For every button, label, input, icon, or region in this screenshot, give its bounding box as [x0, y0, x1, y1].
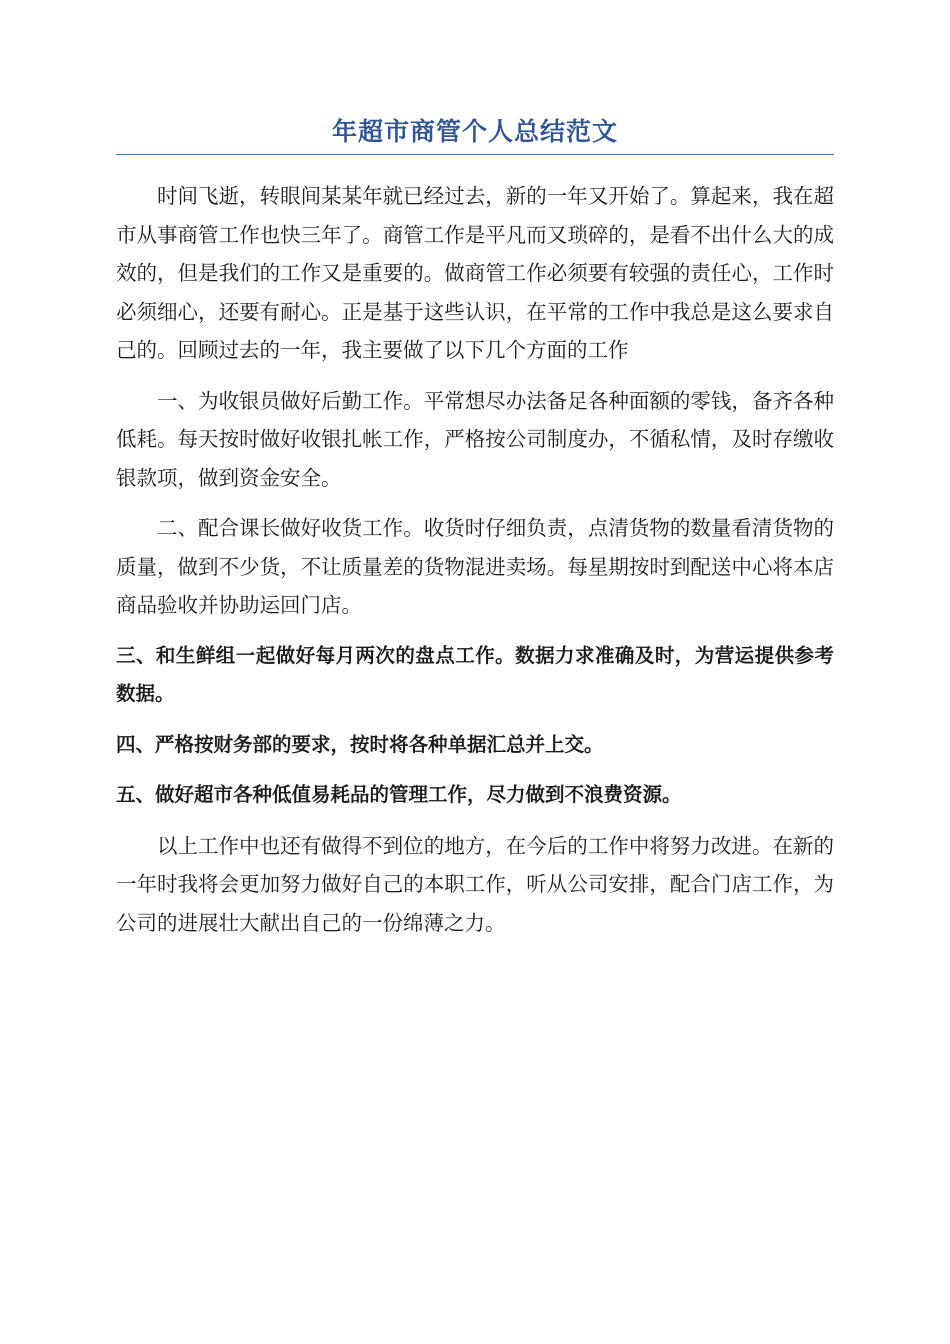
document-title: 年超市商管个人总结范文: [331, 117, 618, 146]
document-page: [116, 112, 834, 954]
item-one-paragraph: 一、为收银员做好后勤工作。平常想尽办法备足各种面额的零钱，备齐各种低耗。每天按时做好收银扎帐工作，严格按公司制度办，不循私情，及时存缴收银款项，做到资金安全。: [116, 388, 834, 490]
item-five-paragraph: 五、做好超市各种低值易耗品的管理工作，尽力做到不浪费资源。: [116, 783, 682, 806]
intro-paragraph: 时间飞逝，转眼间某某年就已经过去，新的一年又开始了。算起来，我在超市从事商管工作也快三年了。商管工作是平凡而又琐碎的，是看不出什么大的成效的，但是我们的工作又是重要的。做商管工作必须要有较强的责任心，工作时必须细心，还要有耐心。正是基于这些认识，在平常的工作中我总是这么要求自己的。回顾过去的一年，我主要做了以下几个方面的工作: [116, 184, 834, 362]
item-three-paragraph: 三、和生鲜组一起做好每月两次的盘点工作。数据力求准确及时，为营运提供参考数据。: [116, 643, 834, 705]
closing-paragraph: 以上工作中也还有做得不到位的地方，在今后的工作中将努力改进。在新的一年时我将会更加努力做好自己的本职工作，听从公司安排，配合门店工作，为公司的进展壮大献出自己的一份绵薄之力。: [116, 833, 834, 935]
title-underline: [116, 154, 834, 155]
item-two-paragraph: 二、配合课长做好收货工作。收货时仔细负责，点清货物的数量看清货物的质量，做到不少货，不让质量差的货物混进卖场。每星期按时到配送中心将本店商品验收并协助运回门店。: [116, 516, 834, 617]
item-four-paragraph: 四、严格按财务部的要求，按时将各种单据汇总并上交。: [116, 732, 604, 756]
